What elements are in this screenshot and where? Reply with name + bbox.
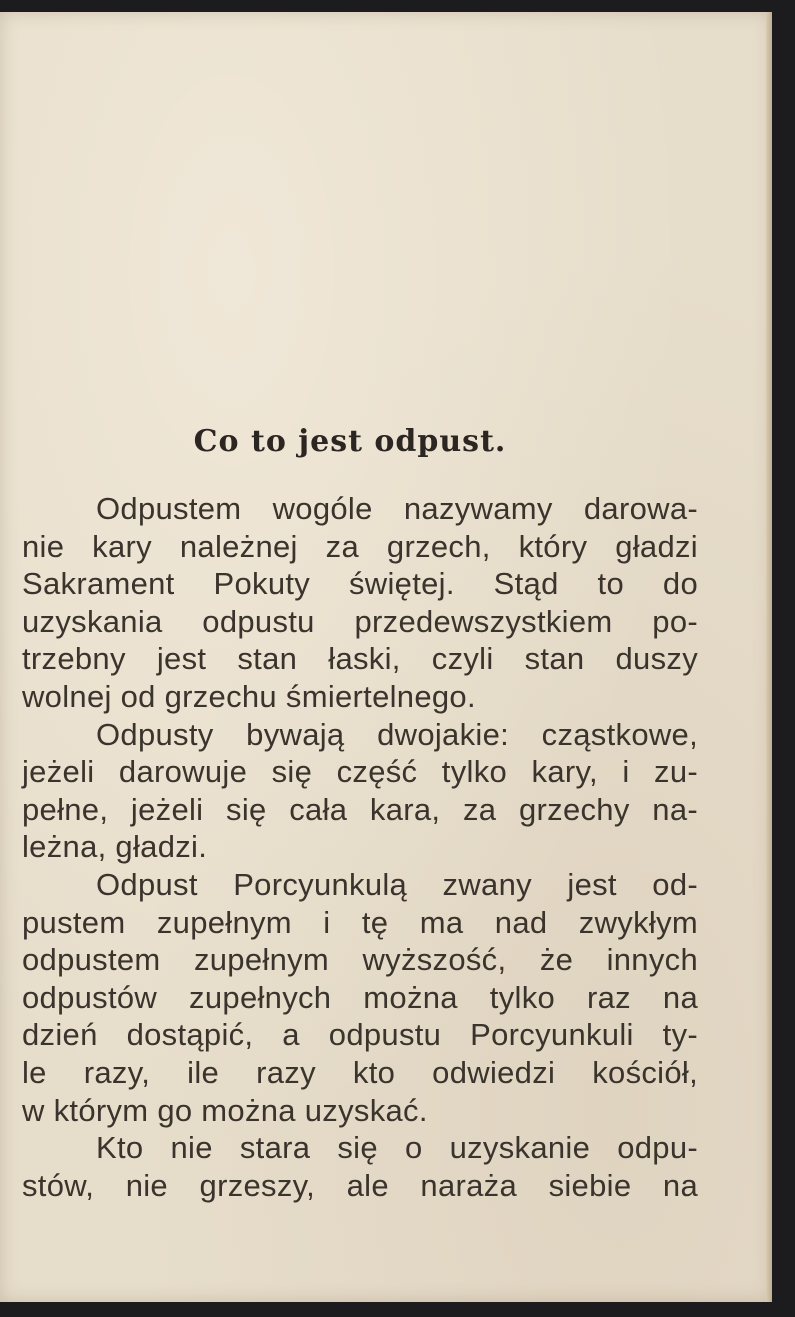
paragraph-2-line-4: leżna, gładzi. <box>22 829 208 865</box>
paragraph-1-line-4: uzyskania odpustu przedewszystkiem po- <box>22 603 698 639</box>
paragraph-3-line-4: odpustów zupełnych można tylko raz na <box>22 979 698 1015</box>
paragraph-1-line-3: Sakrament Pokuty świętej. Stąd to do <box>22 566 698 602</box>
paragraph-4-line-1: Kto nie stara się o uzyskanie odpu- <box>96 1130 698 1166</box>
paragraph-3-line-2: pustem zupełnym i tę ma nad zwykłym <box>22 904 698 940</box>
paragraph-3-line-7: w którym go można uzyskać. <box>22 1092 428 1128</box>
paragraph-2-line-3: pełne, jeżeli się cała kara, za grzechy na- <box>22 791 698 827</box>
paragraph-1-line-5: trzebny jest stan łaski, czyli stan duszy <box>22 641 698 677</box>
paragraph-2-line-2: jeżeli darowuje się część tylko kary, i zu- <box>22 754 698 790</box>
paragraph-3-line-1: Odpust Porcyunkulą zwany jest od- <box>96 866 698 902</box>
page-edge <box>766 12 772 1302</box>
paragraph-4-line-2: stów, nie grzeszy, ale naraża siebie na <box>22 1167 698 1203</box>
chapter-heading: Co to jest odpust. <box>193 424 507 459</box>
paragraph-1-line-6: wolnej od grzechu śmiertelnego. <box>22 678 476 714</box>
body-text <box>22 490 698 1204</box>
paragraph-3-line-6: le razy, ile razy kto odwiedzi kościół, <box>22 1054 698 1090</box>
paragraph-2-line-1: Odpusty bywają dwojakie: cząstkowe, <box>96 716 698 752</box>
paragraph-1-line-2: nie kary należnej za grzech, który gładzi <box>22 528 698 564</box>
paragraph-3-line-3: odpustem zupełnym wyższość, że innych <box>22 942 698 978</box>
paragraph-3-line-5: dzień dostąpić, a odpustu Porcyunkuli ty- <box>22 1017 698 1053</box>
book-page <box>0 12 772 1302</box>
paragraph-1-line-1: Odpustem wogóle nazywamy darowa- <box>96 491 698 526</box>
